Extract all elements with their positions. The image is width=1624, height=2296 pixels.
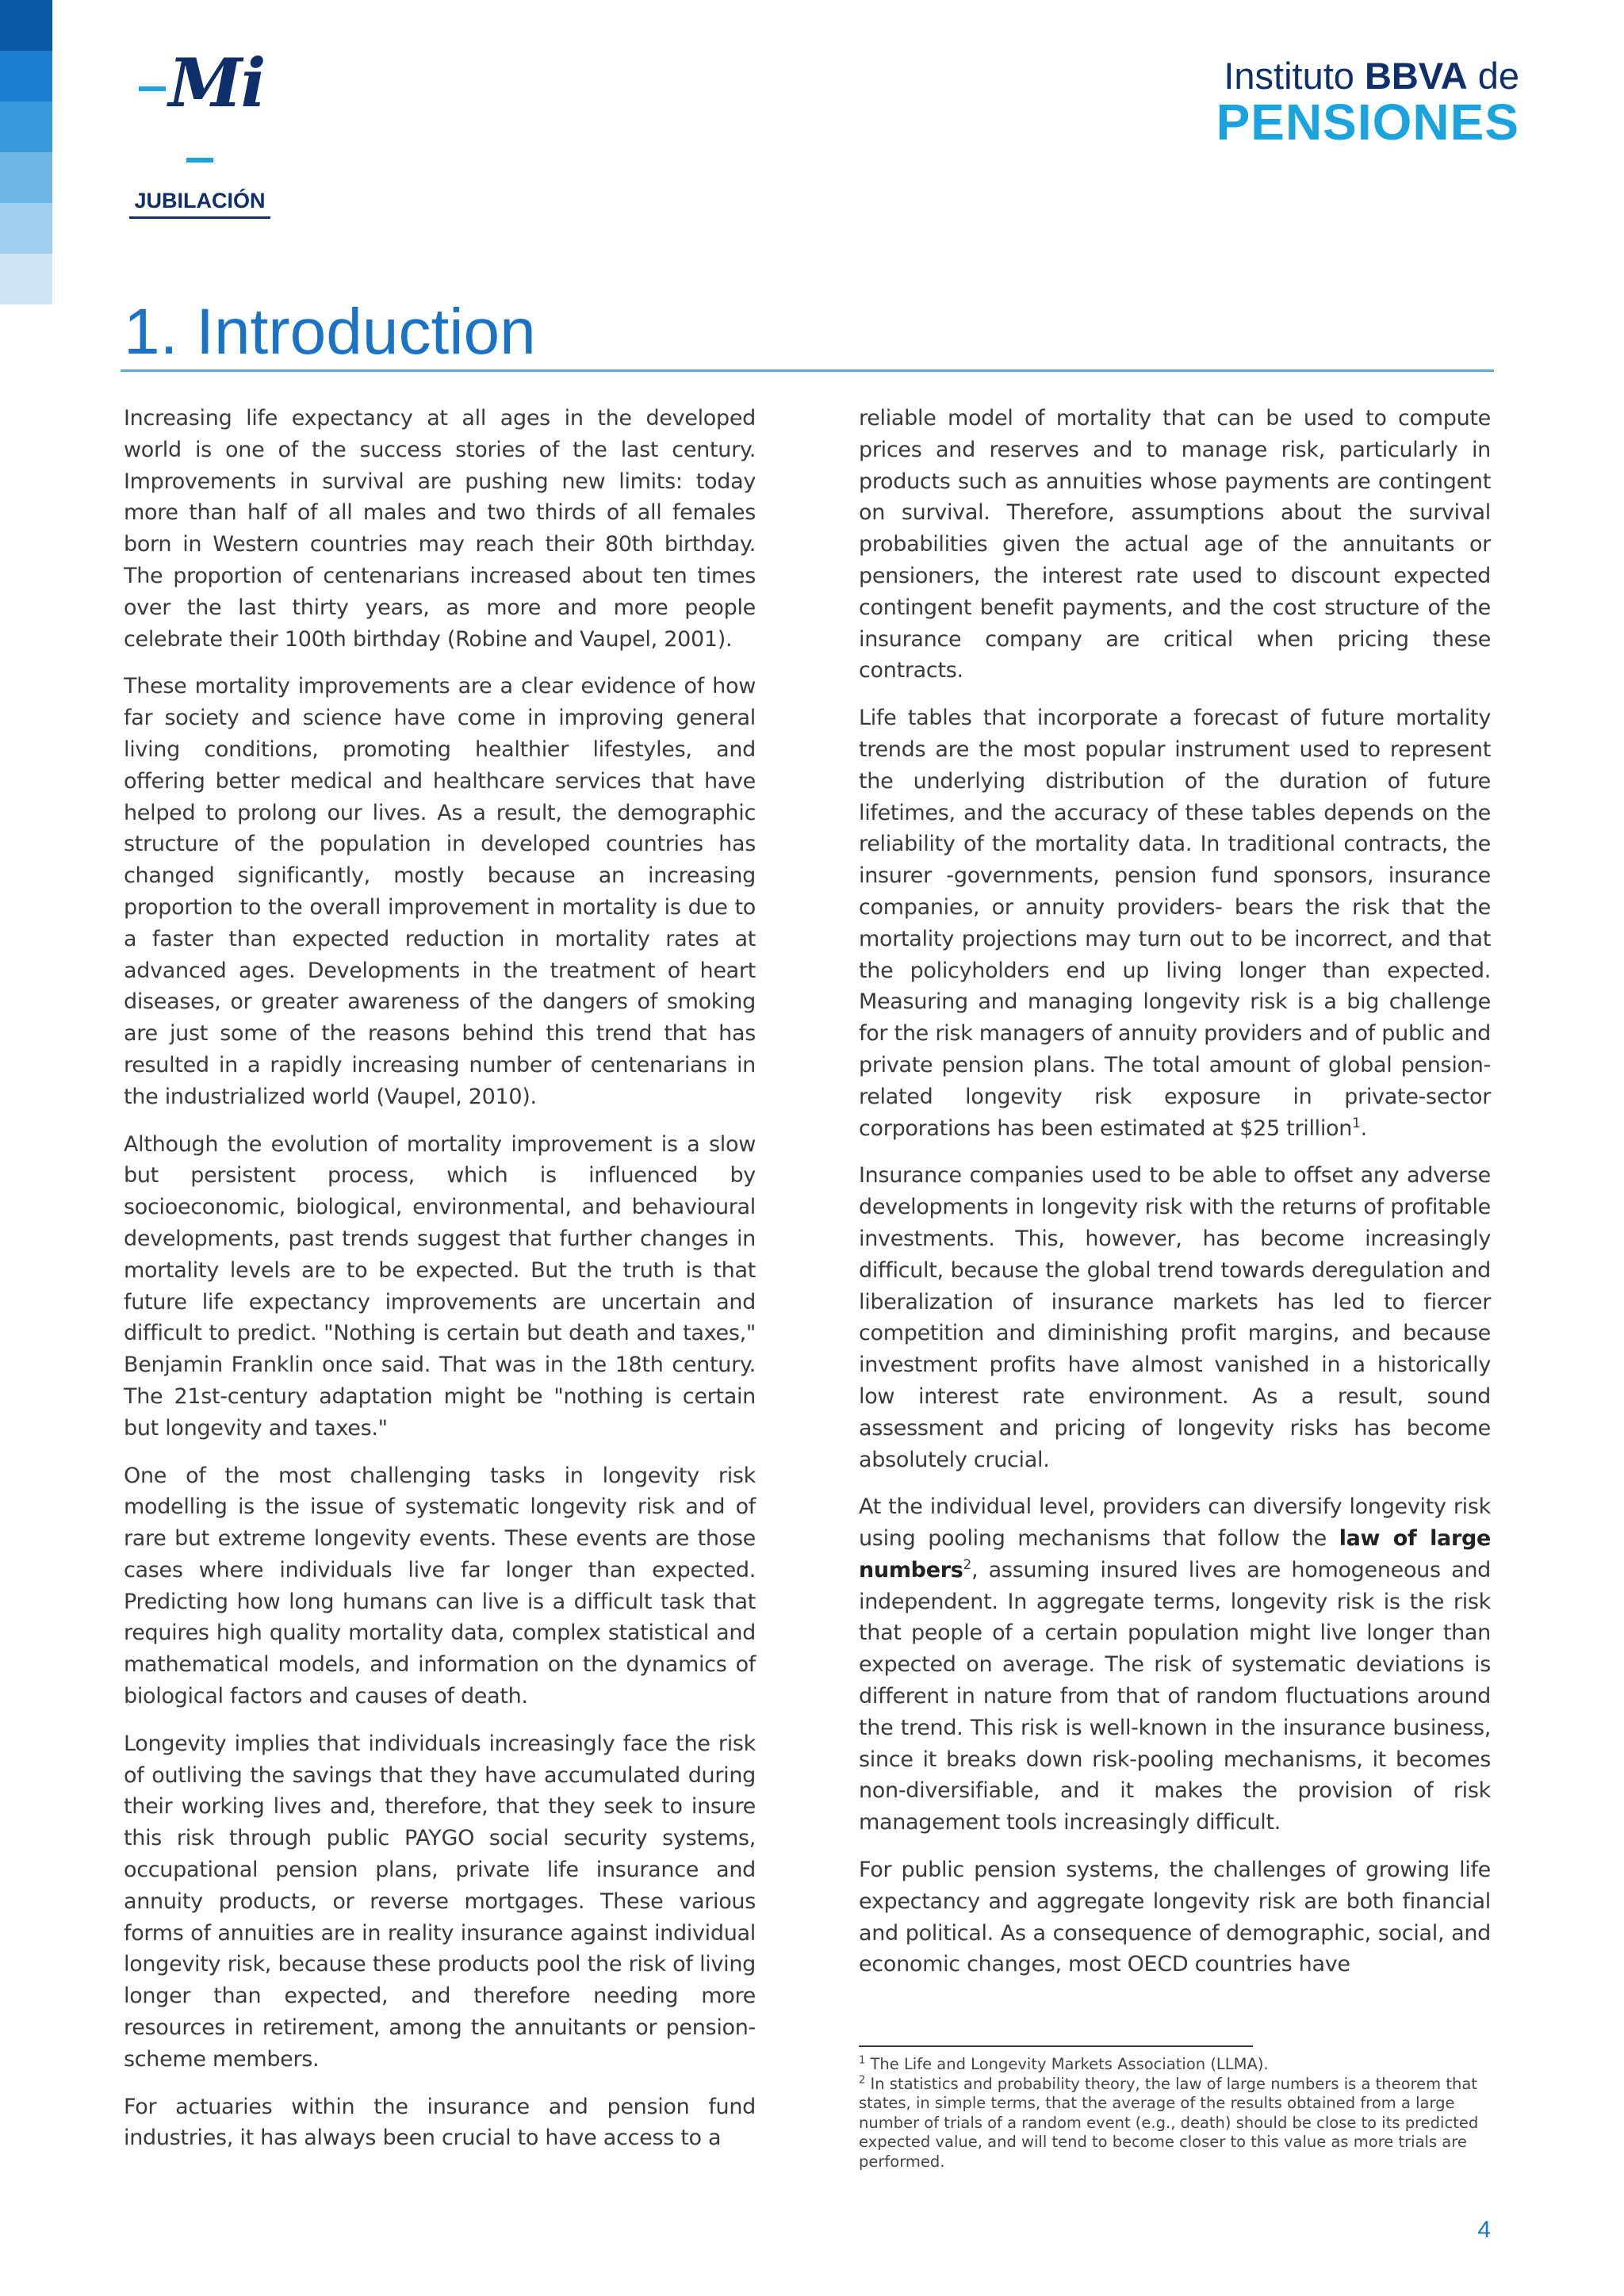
paragraph: Insurance companies used to be able to offset any adverse developments in longevity risk with the returns of profitable investments. This, however, has become increasingly difficult, because the global trend towards deregulation and liberalization of insurance markets has led to fiercer competition and diminishing profit margins, and because investment profits have almost vanished in a historically low interest rate environment. As a result, sound assessment and pricing of longevity risks has become absolutely crucial. <box>859 1163 1491 1472</box>
strip-block <box>0 101 52 152</box>
strip-block <box>0 0 52 51</box>
strip-block <box>0 152 52 203</box>
paragraph: Although the evolution of mortality improvement is a slow but persistent process, which is influenced by socioeconomic, biological, environmental, and behavioural developments, past trends suggest that further changes in mortality levels are to be expected. But the truth is that future life expectancy improvements are uncertain and difficult to predict. "Nothing is certain but death and taxes," Benjamin Franklin once said. That was in the 18th century. The 21st-century adaptation might be "nothing is certain but longevity and taxes." <box>124 1131 756 1441</box>
footnote-text: In statistics and probability theory, the law of large numbers is a theorem that states, in simple terms, that the average of the results obtained from a large number of trials of a random event (e.g., death) should be close to its predicted expected value, and will tend to become closer to this value as more trials are performed. <box>859 2074 1479 2171</box>
footnote-number: 1 <box>859 2054 866 2067</box>
paragraph: For public pension systems, the challenges of growing life expectancy and aggregate longevity risk are both financial and political. As a consequence of demographic, social, and economic changes, most OECD countries have <box>859 1858 1491 1977</box>
logo-line1-bold: BBVA <box>1364 55 1468 97</box>
paragraph-text: , assuming insured lives are homogeneous and independent. In aggregate terms, longevity risk is the risk that people of a certain population might live longer than expected on average. The risk of systematic deviations is different in nature from that of random fluctuations around the trend. This risk is well-known in the insurance business, since it breaks down risk-pooling mechanisms, it becomes non-diversifiable, and it makes the provision of risk management tools increasingly difficult. <box>859 1557 1491 1835</box>
paragraph: These mortality improvements are a clear evidence of how far society and science have come in improving general living conditions, promoting healthier lifestyles, and offering better medical and healthcare services that have helped to prolong our lives. As a result, the demographic structure of the population in developed countries has changed significantly, mostly because an increasing proportion to the overall improvement in mortality is due to a faster than expected reduction in mortality rates at advanced ages. Developments in the treatment of heart diseases, or greater awareness of the dangers of smoking are just some of the reasons behind this trend that has resulted in a rapidly increasing number of centenarians in the industrialized world (Vaupel, 2010). <box>124 674 756 1109</box>
logo-line2: PENSIONES <box>1216 94 1519 151</box>
footnote-1 <box>859 2055 1485 2075</box>
paragraph-end: . <box>1360 1115 1367 1141</box>
strip-block <box>0 254 52 304</box>
paragraph: Increasing life expectancy at all ages in the developed world is one of the success stories of the last century. Improvements in survival are pushing new limits: today more than half of all males and two thirds of all females born in Western countries may reach their 80th birthday. The proportion of centenarians increased about ten times over the last thirty years, as more and more people celebrate their 100th birthday (Robine and Vaupel, 2001). <box>124 406 756 652</box>
footnote-text: The Life and Longevity Markets Association (LLMA). <box>865 2055 1269 2073</box>
footnote-ref-2[interactable]: 2 <box>963 1556 972 1573</box>
footnote-ref-1[interactable]: 1 <box>1352 1115 1361 1131</box>
strip-block <box>0 51 52 101</box>
instituto-bbva-logo[interactable] <box>1216 55 1519 151</box>
logo-underline <box>129 216 270 219</box>
strip-block <box>0 203 52 254</box>
footnote-number: 2 <box>859 2074 866 2086</box>
mi-jubilacion-logo[interactable] <box>121 44 279 212</box>
title-divider <box>121 369 1494 372</box>
logo-line1-post: de <box>1467 55 1519 97</box>
paragraph: For actuaries within the insurance and pension fund industries, it has always been crucial to have access to a <box>124 2094 756 2151</box>
page-number: 4 <box>1477 2217 1491 2243</box>
paragraph-text: Life tables that incorporate a forecast of future mortality trends are the most popular instrument used to represent the underlying distribution of the duration of future lifetimes, and the accuracy of these tables depends on the reliability of the mortality data. In traditional contracts, the insurer -governments, pension fund sponsors, insurance companies, or annuity providers- bears the risk that the mortality projections may turn out to be incorrect, and that the policyholders end up living longer than expected. Measuring and managing longevity risk is a big challenge for the risk managers of annuity providers and of public and private pension plans. The total amount of global pension-related longevity risk exposure in private-sector corporations has been estimated at $25 trillion <box>859 706 1491 1141</box>
logo-dash <box>139 86 166 91</box>
paragraph <box>859 1491 1491 1839</box>
right-column <box>859 403 1491 1996</box>
logo-line1-pre: Instituto <box>1224 55 1365 97</box>
footnote-2 <box>859 2075 1485 2172</box>
paragraph: One of the most challenging tasks in longevity risk modelling is the issue of systematic longevity risk and of rare but extreme longevity events. These events are those cases where individuals live far longer than expected. Predicting how long humans can live is a difficult task that requires high quality mortality data, complex statistical and mathematical models, and information on the dynamics of biological factors and causes of death. <box>124 1463 756 1709</box>
left-column <box>124 403 756 2170</box>
paragraph-text: At the individual level, providers can diversify longevity risk using pooling mechanisms that follow the <box>859 1494 1491 1552</box>
logo-subtitle: JUBILACIÓN <box>134 189 266 212</box>
key-term: law of large numbers <box>859 1526 1491 1582</box>
paragraph <box>859 702 1491 1144</box>
page-title: 1. Introduction <box>124 296 536 368</box>
decorative-color-strip <box>0 0 52 304</box>
paragraph: Longevity implies that individuals increasingly face the risk of outliving the savings that they have accumulated during their working lives and, therefore, that they seek to insure this risk through public PAYGO social security systems, occupational pension plans, private life insurance and annuity products, or reverse mortgages. These various forms of annuities are in reality insurance against individual longevity risk, because these products pool the risk of living longer than expected, and therefore needing more resources in retirement, among the annuitants or pension-scheme members. <box>124 1731 756 2072</box>
logo-mark: Mi <box>168 44 265 122</box>
footnote-divider <box>859 2045 1253 2047</box>
paragraph: reliable model of mortality that can be used to compute prices and reserves and to manage risk, particularly in products such as annuities whose payments are contingent on survival. Therefore, assumptions about the survival probabilities given the actual age of the annuitants or pensioners, the interest rate used to discount expected contingent benefit payments, and the cost structure of the insurance company are critical when pricing these contracts. <box>859 406 1491 683</box>
footnotes <box>859 2055 1485 2172</box>
logo-dash <box>186 158 213 163</box>
